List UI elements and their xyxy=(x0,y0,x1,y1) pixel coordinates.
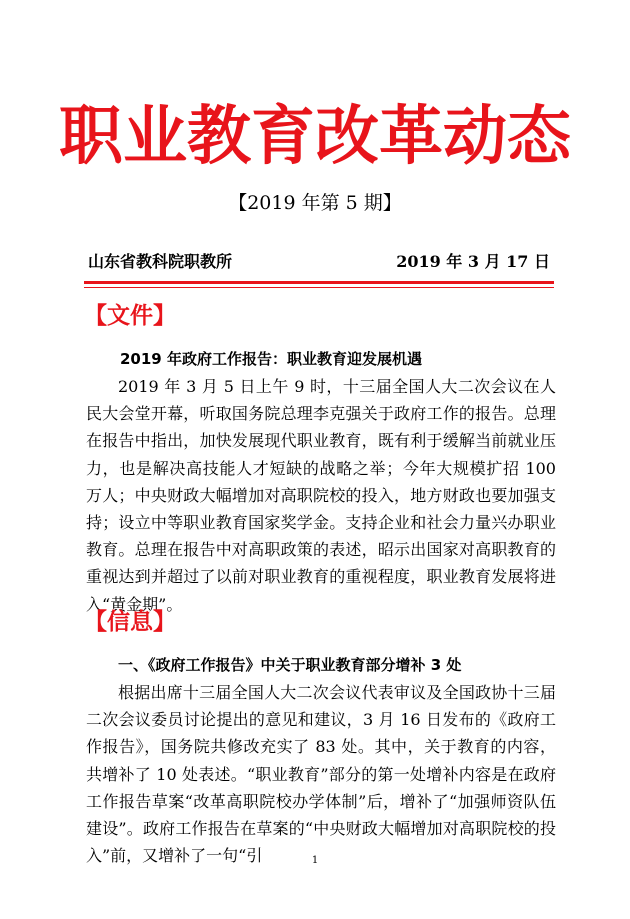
page-number: 1 xyxy=(311,855,319,866)
section-heading-info: 【信息】 xyxy=(84,609,176,635)
publisher-name: 山东省教科院职教所 xyxy=(88,252,233,271)
newsletter-masthead: 职业教育改革动态 xyxy=(59,100,571,174)
section-heading-file: 【文件】 xyxy=(84,303,176,329)
article-title-file: 2019 年政府工作报告：职业教育迎发展机遇 xyxy=(120,350,422,368)
article-title-info: 一、《政府工作报告》中关于职业教育部分增补 3 处 xyxy=(118,656,462,674)
issue-number: 【2019 年第 5 期】 xyxy=(228,192,402,214)
header-divider-thin xyxy=(84,287,554,288)
article-body-file: 2019 年 3 月 5 日上午 9 时，十三届全国人大二次会议在人民大会堂开幕，听取国务院总理李克强关于政府工作的报告。总理在报告中指出，加快发展现代职业教育，既有利于缓解当前就业压力，也是解决高技能人才短缺的战略之举；今年大规模扩招 100 万人；中央财政大幅增加对高职院校的投入，地方财政也要加强支持；设立中等职业教育国家奖学金。支持企业和社会力量兴办职业教育。总理在报告中对高职政策的表述，昭示出国家对高职教育的重视达到并超过了以前对职业教育的重视程度，职业教育发展将进入“黄金期”。 xyxy=(86,377,556,614)
publish-date: 2019 年 3 月 17 日 xyxy=(396,252,550,271)
article-body-info: 根据出席十三届全国人大二次会议代表审议及全国政协十三届二次会议委员讨论提出的意见和建议，3 月 16 日发布的《政府工作报告》，国务院共修改充实了 83 处。其中，关于教育的内容，共增补了 10 处表述。“职业教育”部分的第一处增补内容是在政府工作报告草案“改革高职院校办学体制”后，增补了“加强师资队伍建设”。政府工作报告在草案的“中央财政大幅增加对高职院校的投入”前，又增补了一句“引 xyxy=(86,683,556,866)
header-divider-thick xyxy=(84,281,554,284)
